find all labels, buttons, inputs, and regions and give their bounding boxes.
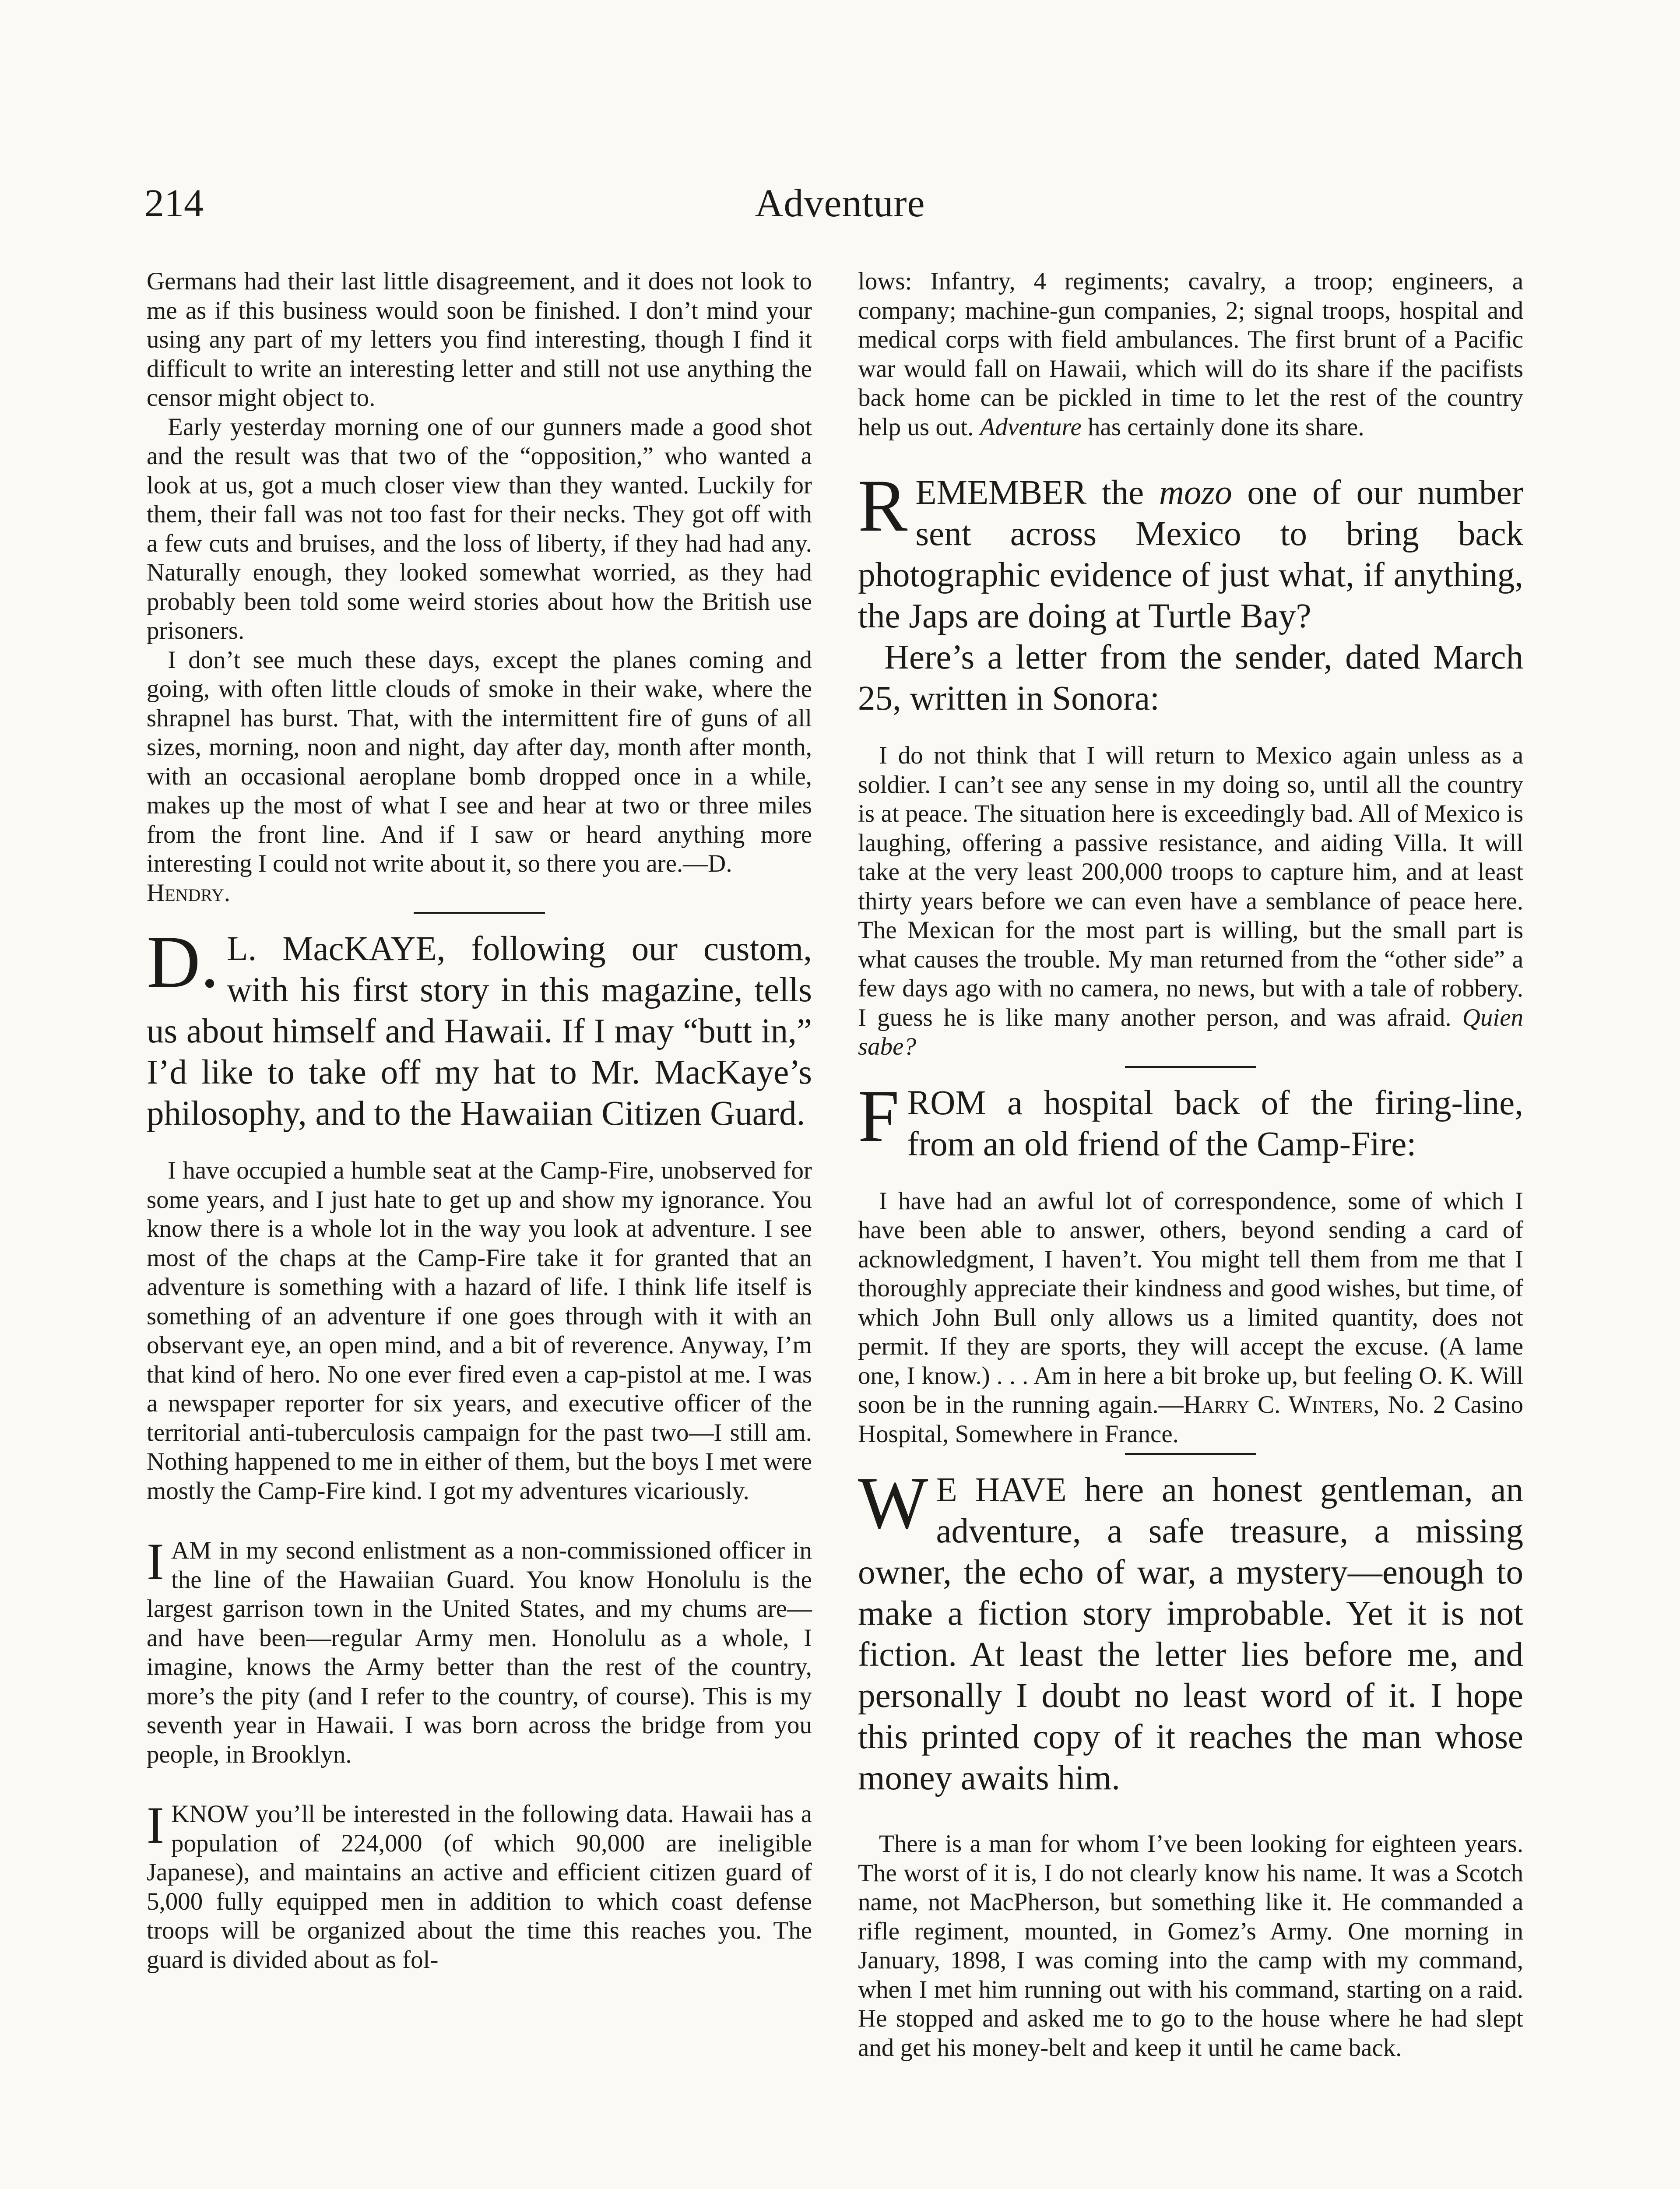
winters-signature: Harry C. Winters, — [1183, 1391, 1380, 1418]
drop-cap-d: D. — [147, 921, 219, 1003]
hospital-intro: FROM a hospital back of the firing-line, from an old friend of the Camp-Fire: — [858, 1074, 1523, 1163]
hendry-letter-p2: Early yesterday morning one of our gunners made a good shot and the result was that two of the “opposition,” who wanted a look at us, got a much closer view than they wanted. Luckily for them, their fall was not too fast for their necks. They got off with a few cuts and bruises, and the loss of liberty, if they had had any. Naturally enough, they looked somewhat worried, as they had probably been told some weird stories about how the British use prisoners. — [147, 413, 812, 644]
mackaye-letter-p3: I KNOW you’ll be interested in the following data. Hawaii has a population of 224,000 (of which 90,000 are ineligible Japanese), and maintains an active and efficient citizen guard of 5,000 fully equipped men in addition to which coast defense troops will be organized about the time this reaches you. The guard is divided about as fol- — [147, 1796, 812, 1974]
section-divider — [414, 912, 545, 914]
left-column — [147, 267, 812, 1974]
section-divider — [1125, 1453, 1256, 1455]
page-number: 214 — [144, 182, 204, 225]
honest-letter: There is a man for whom I’ve been looking for eighteen years. The worst of it is, I do not clearly know his name. It was a Scotch name, not MacPherson, but something like it. He commanded a rifle regiment, mounted, in Gomez’s Army. One morning in January, 1898, I was coming into the camp with my command, when I met him running out with his command, starting on a raid. He stopped and asked me to go to the house where he had slept and get his money-belt and keep it until he came back. — [858, 1830, 1523, 2062]
right-column — [858, 267, 1523, 2062]
drop-cap-i: I — [147, 1796, 164, 1854]
mackaye-letter-p2: I AM in my second enlistment as a non-commissioned officer in the line of the Hawaiian Guard. You know Honolulu is the largest garrison town in the United States, and my chums are—and have been—regular Army men. Honolulu as a whole, I imagine, knows the Army better than the rest of the country, more’s the pity (and I refer to the country, of course). This is my seventh year in Hawaii. I was born across the bridge from you people, in Brooklyn. — [147, 1532, 812, 1768]
running-title: Adventure — [755, 182, 925, 225]
mackaye-intro: D. L. MacKAYE, following our custom, with his first story in this magazine, tells us about himself and Hawaii. If I may “butt in,” I’d like to take off my hat to Mr. MacKaye’s philosophy, and to the Hawaiian Citizen Guard. — [147, 921, 812, 1133]
drop-cap-w: W — [858, 1462, 928, 1544]
hospital-letter: I have had an awful lot of correspondence, some of which I have been able to answer, others, beyond sending a card of acknowledgment, I haven’t. You might tell them from me that I thoroughly appreciate their kindness and good wishes, but time, of which John Bull only allows us a limited quantity, does not permit. If they are sports, they will accept the excuse. (A lame one, I know.) . . . Am in here a bit broke up, but feeling O. K. Will soon be in the running again.—Harry C. Winters, No. 2 Casino Hospital, Somewhere in France. — [858, 1187, 1523, 1448]
drop-cap-i: I — [147, 1532, 164, 1591]
mozo-intro: REMEMBER the mozo one of our number sent across Mexico to bring back photographic evidence of just what, if anything, the Japs are doing at Turtle Bay? — [858, 465, 1524, 635]
drop-cap-r: R — [858, 465, 908, 547]
drop-cap-f: F — [858, 1074, 900, 1157]
hendry-signature: Hendry. — [147, 879, 230, 907]
mackaye-letter-cont: lows: Infantry, 4 regiments; cavalry, a troop; engineers, a company; machine-gun companies, 2; signal troops, hospital and medical corps with field ambulances. The first brunt of a Pacific war would fall on Hawaii, which will do its share if the pacifists back home can be pickled in time to let the rest of the country help us out. Adventure has certainly done its share. — [858, 267, 1523, 441]
mozo-intro-2: Here’s a letter from the sender, dated March 25, written in Sonora: — [858, 638, 1523, 718]
page-header — [144, 179, 1536, 236]
honest-intro: W E HAVE here an honest gentleman, an adventure, a safe treasure, a missing owner, the echo of war, a mystery—enough to make a fiction story improbable. Yet it is not fiction. At least the letter lies before me, and personally I doubt no least word of it. I hope this printed copy of it reaches the man whose money awaits him. — [858, 1462, 1523, 1797]
hendry-letter-p3: I don’t see much these days, except the planes coming and going, with often little clouds of smoke in their wake, where the shrapnel has burst. That, with the intermittent fire of guns of all sizes, morning, noon and night, day after day, month after month, with an occasional aeroplane bomb dropped once in a while, makes up the most of what I see and hear at two or three miles from the front line. And if I saw or heard anything more interesting I could not write about it, so there you are.—D. Hendry. — [147, 646, 812, 907]
mackaye-letter-p1: I have occupied a humble seat at the Camp-Fire, unobserved for some years, and I just hate to get up and show my ignorance. You know there is a whole lot in the way you look at adventure. I see most of the chaps at the Camp-Fire take it for granted that an adventure is something with a hazard of life. I think life itself is something of an adventure if one goes through with it with an observant eye, an open mind, and a bit of reverence. Anyway, I’m that kind of hero. No one ever fired even a cap-pistol at me. I was a newspaper reporter for six years, and executive officer of the territorial anti-tuberculosis campaign for the past two—I still am. Nothing happened to me in either of them, but the boys I met were mostly the Camp-Fire kind. I got my adventures vicariously. — [147, 1157, 812, 1505]
mozo-letter: I do not think that I will return to Mexico again unless as a soldier. I can’t see any sense in my doing so, until all the country is at peace. The situation here is exceedingly bad. All of Mexico is laughing, offering a passive resistance, and aiding Villa. It will take at the very least 200,000 troops to capture him, and at least thirty years before we can even have a semblance of peace here. The Mexican for the most part is willing, but the small part is what causes the trouble. My man returned from the “other side” a few days ago with no camera, no news, but with a tale of robbery. I guess he is like many another person, and was afraid. Quien sabe? — [858, 742, 1524, 1060]
section-divider — [1125, 1066, 1256, 1068]
hendry-letter-p1: Germans had their last little disagreement, and it does not look to me as if this business would soon be finished. I don’t mind your using any part of my letters you find interesting, though I find it difficult to write an interesting letter and still not use anything the censor might object to. — [147, 267, 812, 412]
